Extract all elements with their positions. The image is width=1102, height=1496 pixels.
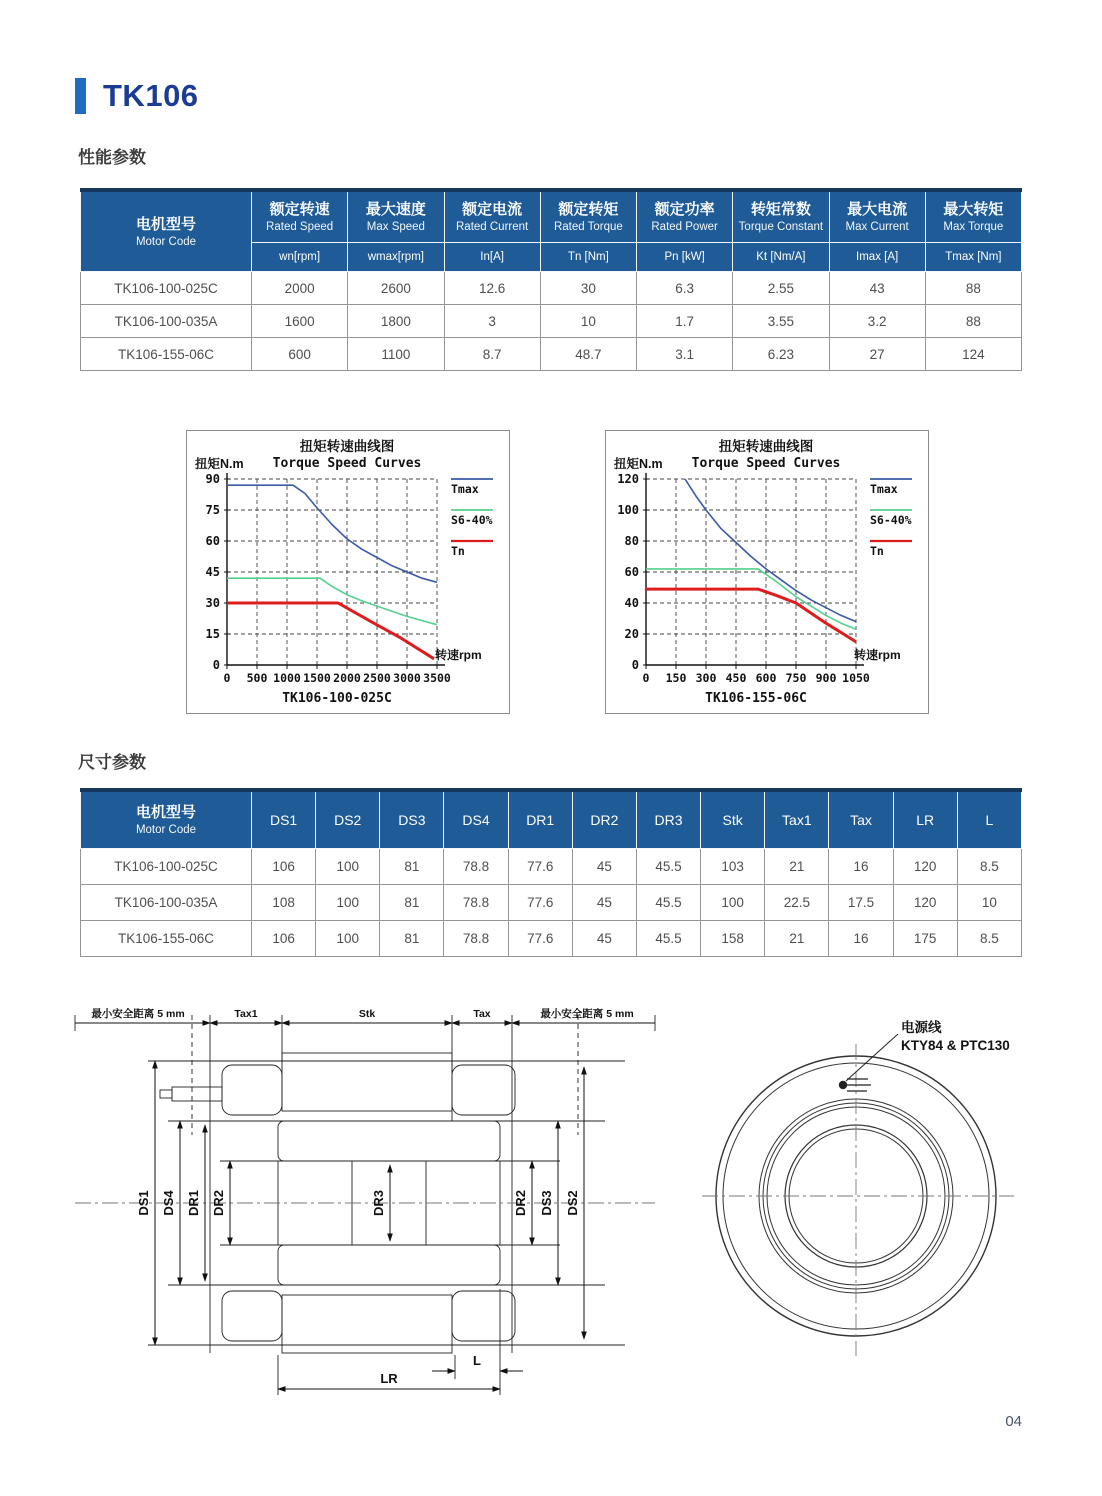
header-en: Rated Speed	[266, 221, 334, 233]
table-cell: 16	[829, 921, 893, 957]
perf-header-cell	[925, 190, 1021, 243]
page-number: 04	[1005, 1413, 1022, 1430]
dim-header-cell: DR3	[636, 790, 700, 849]
table-cell: 10	[540, 305, 636, 338]
dim-header-cell: DS2	[316, 790, 380, 849]
perf-unit-cell: Tn [Nm]	[540, 243, 636, 272]
torque-speed-chart-06c	[605, 430, 929, 714]
chart-title: 扭矩转速曲线图	[718, 439, 814, 454]
legend-label: Tn	[870, 544, 884, 558]
table-cell: 100	[316, 885, 380, 921]
torque-speed-chart-025c	[186, 430, 510, 714]
header-cn: 电机型号	[135, 804, 196, 821]
perf-unit-cell: Imax [A]	[829, 243, 925, 272]
table-row	[81, 272, 1022, 305]
x-tick-label: 1050	[842, 671, 870, 685]
power-cable-connector	[839, 1081, 847, 1089]
table-cell: 78.8	[444, 885, 508, 921]
table-cell: 81	[380, 849, 444, 885]
series-line-s6-40-	[227, 578, 437, 625]
chart-caption: TK106-155-06C	[705, 691, 807, 706]
x-tick-label: 300	[695, 671, 717, 685]
table-cell: 600	[252, 338, 348, 371]
table-cell: 12.6	[444, 272, 540, 305]
table-row	[81, 305, 1022, 338]
table-cell: 81	[380, 921, 444, 957]
table-cell: 3.1	[637, 338, 733, 371]
cell-motor-code: TK106-155-06C	[81, 921, 252, 957]
table-cell: 45.5	[636, 849, 700, 885]
perf-unit-cell: Pn [kW]	[637, 243, 733, 272]
table-row	[81, 849, 1022, 885]
motor-cross-section-drawing	[60, 1003, 675, 1408]
chart-subtitle: Torque Speed Curves	[691, 456, 841, 471]
y-tick-label: 100	[617, 503, 639, 517]
header-en: Torque Constant	[738, 221, 824, 233]
table-cell: 103	[701, 849, 765, 885]
table-cell: 30	[540, 272, 636, 305]
table-cell: 17.5	[829, 885, 893, 921]
table-cell: 106	[252, 921, 316, 957]
x-tick-label: 600	[755, 671, 777, 685]
cell-motor-code: TK106-100-035A	[81, 305, 252, 338]
table-cell: 77.6	[508, 885, 572, 921]
table-row	[81, 338, 1022, 371]
perf-header-cell	[444, 190, 540, 243]
y-axis-label: 扭矩N.m	[195, 457, 244, 471]
cell-motor-code: TK106-100-025C	[81, 849, 252, 885]
header-cn: 额定转速	[269, 201, 330, 218]
dimensions-section-heading: 尺寸参数	[78, 753, 146, 772]
header-en: Motor Code	[135, 235, 197, 248]
dim-label-stk: Stk	[358, 1008, 376, 1020]
legend-label: Tmax	[451, 482, 479, 496]
x-tick-label: 900	[815, 671, 837, 685]
dim-header-cell: Tax1	[765, 790, 829, 849]
table-cell: 3	[444, 305, 540, 338]
table-cell: 77.6	[508, 921, 572, 957]
perf-unit-cell: wn[rpm]	[252, 243, 348, 272]
table-cell: 88	[925, 272, 1021, 305]
dim-label-ds3: DS3	[539, 1190, 554, 1216]
table-cell: 158	[701, 921, 765, 957]
chart-canvas	[187, 431, 506, 710]
table-cell: 21	[765, 921, 829, 957]
dim-label-dr2-left: DR2	[211, 1189, 226, 1217]
table-cell: 8.5	[957, 921, 1021, 957]
table-cell: 1800	[348, 305, 444, 338]
x-axis-label: 转速rpm	[854, 648, 901, 662]
table-row	[81, 921, 1022, 957]
table-cell: 1.7	[637, 305, 733, 338]
legend-label: Tn	[451, 544, 465, 558]
table-cell: 81	[380, 885, 444, 921]
performance-table-wrap	[80, 188, 1022, 371]
dim-header-motor-code	[81, 790, 252, 849]
y-tick-label: 20	[624, 627, 639, 641]
y-tick-label: 0	[212, 658, 220, 672]
table-cell: 77.6	[508, 849, 572, 885]
perf-header-cell	[829, 190, 925, 243]
y-tick-label: 45	[205, 565, 220, 579]
x-tick-label: 3000	[393, 671, 421, 685]
top-dimension-line	[75, 1007, 655, 1353]
table-cell: 6.23	[733, 338, 829, 371]
power-cable-callout	[839, 1019, 1010, 1091]
dim-header-cell: DS1	[252, 790, 316, 849]
header-cn: 额定功率	[654, 201, 715, 218]
dim-header-cell: Stk	[701, 790, 765, 849]
perf-header-cell	[637, 190, 733, 243]
header-en: Rated Current	[456, 221, 529, 233]
y-tick-label: 90	[205, 472, 220, 486]
table-cell: 78.8	[444, 849, 508, 885]
table-cell: 6.3	[637, 272, 733, 305]
table-cell: 106	[252, 849, 316, 885]
header-en: Max Current	[845, 221, 909, 233]
header-en: Motor Code	[135, 824, 197, 836]
header-cn: 额定电流	[462, 201, 523, 218]
dim-label-ds1: DS1	[136, 1190, 151, 1216]
dim-header-cell: LR	[893, 790, 957, 849]
table-cell: 45.5	[636, 885, 700, 921]
table-cell: 124	[925, 338, 1021, 371]
table-cell: 78.8	[444, 921, 508, 957]
chart-canvas	[606, 431, 925, 710]
perf-unit-cell: In[A]	[444, 243, 540, 272]
perf-unit-cell: Tmax [Nm]	[925, 243, 1021, 272]
y-axis-label: 扭矩N.m	[614, 457, 663, 471]
table-cell: 22.5	[765, 885, 829, 921]
table-cell: 45	[572, 921, 636, 957]
x-tick-label: 1000	[273, 671, 301, 685]
perf-header-motor-code	[81, 190, 252, 272]
dim-label-safety-right: 最小安全距离 5 mm	[540, 1008, 634, 1020]
cell-motor-code: TK106-100-035A	[81, 885, 252, 921]
x-tick-label: 3500	[423, 671, 451, 685]
x-tick-label: 500	[246, 671, 268, 685]
x-tick-label: 0	[223, 671, 231, 685]
header-en: Max Torque	[943, 221, 1004, 233]
series-line-tmax	[685, 479, 856, 622]
y-tick-label: 60	[205, 534, 220, 548]
perf-unit-cell: wmax[rpm]	[348, 243, 444, 272]
chart-title: 扭矩转速曲线图	[299, 439, 395, 454]
table-cell: 2.55	[733, 272, 829, 305]
x-tick-label: 750	[785, 671, 807, 685]
table-cell: 2000	[252, 272, 348, 305]
page-title: TK106	[103, 78, 199, 113]
perf-unit-cell: Kt [Nm/A]	[733, 243, 829, 272]
table-cell: 88	[925, 305, 1021, 338]
table-cell: 100	[316, 849, 380, 885]
perf-header-cell	[540, 190, 636, 243]
page-title-block	[75, 78, 199, 114]
dim-label-dr3: DR3	[371, 1189, 386, 1217]
table-cell: 27	[829, 338, 925, 371]
performance-table	[80, 188, 1022, 371]
table-cell: 8.7	[444, 338, 540, 371]
table-cell: 2600	[348, 272, 444, 305]
table-cell: 3.55	[733, 305, 829, 338]
dim-header-cell: DR1	[508, 790, 572, 849]
y-tick-label: 60	[624, 565, 639, 579]
header-cn: 额定转矩	[558, 201, 619, 218]
perf-header-cell	[252, 190, 348, 243]
dim-label-safety-left: 最小安全距离 5 mm	[91, 1008, 185, 1020]
header-cn: 转矩常数	[750, 201, 811, 218]
power-cable-label-line1: 电源线	[901, 1020, 942, 1035]
title-accent-bar	[75, 78, 86, 114]
table-cell: 1600	[252, 305, 348, 338]
header-en: Rated Power	[651, 221, 718, 233]
header-en: Max Speed	[366, 221, 425, 233]
table-cell: 45.5	[636, 921, 700, 957]
dim-label-ds4: DS4	[161, 1190, 176, 1216]
chart-subtitle: Torque Speed Curves	[272, 456, 422, 471]
table-cell: 21	[765, 849, 829, 885]
y-tick-label: 15	[205, 627, 220, 641]
table-cell: 8.5	[957, 849, 1021, 885]
table-cell: 45	[572, 849, 636, 885]
x-tick-label: 2000	[333, 671, 361, 685]
dim-label-tax1: Tax1	[234, 1008, 258, 1020]
header-cn: 最大电流	[847, 201, 908, 218]
table-cell: 3.2	[829, 305, 925, 338]
perf-header-cell	[733, 190, 829, 243]
dim-header-cell: DS4	[444, 790, 508, 849]
x-axis-label: 转速rpm	[435, 648, 482, 662]
legend-label: S6-40%	[451, 513, 493, 527]
table-cell: 175	[893, 921, 957, 957]
header-cn: 最大转矩	[943, 201, 1004, 218]
dim-header-cell: L	[957, 790, 1021, 849]
y-tick-label: 40	[624, 596, 639, 610]
dim-label-ds2: DS2	[565, 1190, 580, 1216]
x-tick-label: 150	[665, 671, 687, 685]
x-tick-label: 0	[642, 671, 650, 685]
table-cell: 43	[829, 272, 925, 305]
x-tick-label: 1500	[303, 671, 331, 685]
table-cell: 16	[829, 849, 893, 885]
motor-front-view-drawing	[688, 1000, 1030, 1372]
table-cell: 120	[893, 885, 957, 921]
legend-label: Tmax	[870, 482, 898, 496]
series-line-tn	[227, 603, 434, 659]
table-cell: 48.7	[540, 338, 636, 371]
cell-motor-code: TK106-100-025C	[81, 272, 252, 305]
x-tick-label: 450	[725, 671, 747, 685]
legend-label: S6-40%	[870, 513, 912, 527]
table-cell: 45	[572, 885, 636, 921]
dim-header-cell: Tax	[829, 790, 893, 849]
power-cable-label-line2: KTY84 & PTC130	[901, 1038, 1010, 1053]
series-line-s6-40-	[646, 569, 856, 629]
header-cn: 电机型号	[135, 215, 196, 233]
table-row	[81, 885, 1022, 921]
y-tick-label: 120	[617, 472, 639, 486]
x-tick-label: 2500	[363, 671, 391, 685]
dim-label-dr1: DR1	[186, 1189, 201, 1217]
performance-section-heading: 性能参数	[78, 148, 146, 167]
table-cell: 1100	[348, 338, 444, 371]
table-cell: 108	[252, 885, 316, 921]
dim-label-lr: LR	[380, 1371, 398, 1386]
y-tick-label: 30	[205, 596, 220, 610]
y-tick-label: 0	[631, 658, 639, 672]
dimension-table	[80, 788, 1022, 957]
dim-header-cell: DR2	[572, 790, 636, 849]
chart-caption: TK106-100-025C	[282, 691, 392, 706]
dim-header-cell: DS3	[380, 790, 444, 849]
perf-header-cell	[348, 190, 444, 243]
header-en: Rated Torque	[553, 221, 623, 233]
y-tick-label: 80	[624, 534, 639, 548]
dim-label-tax: Tax	[473, 1008, 491, 1020]
table-cell: 100	[316, 921, 380, 957]
length-dimensions	[278, 1289, 523, 1395]
table-cell: 10	[957, 885, 1021, 921]
dim-label-l: L	[473, 1353, 481, 1368]
header-cn: 最大速度	[365, 201, 426, 218]
table-cell: 100	[701, 885, 765, 921]
dim-label-dr2-right: DR2	[513, 1189, 528, 1217]
y-tick-label: 75	[205, 503, 220, 517]
series-line-tmax	[227, 485, 437, 582]
cell-motor-code: TK106-155-06C	[81, 338, 252, 371]
dimension-table-wrap	[80, 788, 1022, 957]
table-cell: 120	[893, 849, 957, 885]
